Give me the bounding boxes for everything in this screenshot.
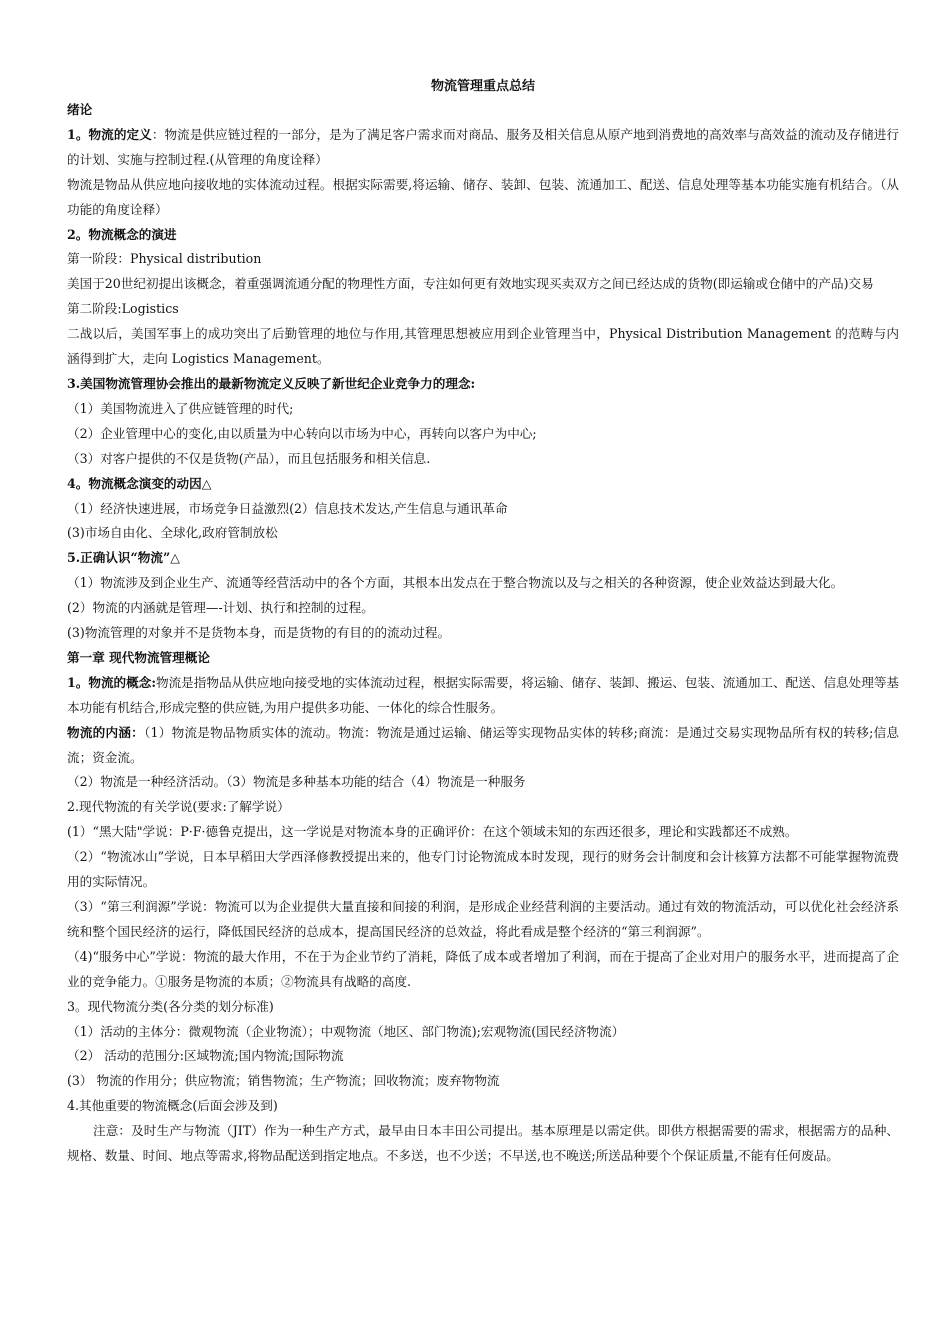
subheading: 5.正确认识“物流”△: [67, 550, 180, 566]
list-item: （4)“服务中心”学说：物流的最大作用，不在于为企业节约了消耗，降低了成本或者增加了利润，而在于提高了企业对用户的服务水平，进而提高了企业的竞争能力。①服务是物流的本质；②物流具有战略的高度.: [67, 948, 899, 989]
subheading: 2.现代物流的有关学说(要求:了解学说）: [67, 799, 290, 815]
paragraph: 第一阶段：Physical distribution: [67, 251, 262, 267]
paragraph: 第二阶段:Logistics: [67, 301, 179, 317]
list-item: （2） 活动的范围分:区域物流;国内物流;国际物流: [67, 1048, 344, 1064]
list-item: (3)物流管理的对象并不是货物本身，而是货物的有目的的流动过程。: [67, 625, 451, 641]
paragraph: 物流是物品从供应地向接收地的实体流动过程。根据实际需要,将运输、储存、装卸、包装、流通加工、配送、信息处理等基本功能实施有机结合。（从功能的角度诠释）: [67, 176, 899, 217]
section-heading-chapter1: 第一章 现代物流管理概论: [67, 649, 210, 665]
paragraph-concept: [67, 671, 899, 721]
paragraph-connotation: [67, 721, 899, 771]
paragraph-definition: [67, 123, 899, 173]
list-item: （3）对客户提供的不仅是货物(产品），而且包括服务和相关信息.: [67, 450, 431, 466]
list-item: (3） 物流的作用分；供应物流；销售物流；生产物流；回收物流；废弃物物流: [67, 1073, 500, 1089]
subheading: 4.其他重要的物流概念(后面会涉及到): [67, 1098, 278, 1114]
term-text: 物流是指物品从供应地向接受地的实体流动过程，根据实际需要，将运输、储存、装卸、搬运、包装、流通加工、配送、信息处理等基本功能有机结合,形成完整的供应链,为用户提供多功能、一体化的综合性服务。: [67, 674, 900, 715]
list-item: （3）“第三利润源”学说：物流可以为企业提供大量直接和间接的利润，是形成企业经营利润的主要活动。通过有效的物流活动，可以优化社会经济系统和整个国民经济的运行，降低国民经济的总成本，提高国民经济的总效益，将此看成是整个经济的“第三利润源”。: [67, 899, 899, 939]
list-item: (2）物流的内涵就是管理—-计划、执行和控制的过程。: [67, 600, 374, 616]
subheading: 3.美国物流管理协会推出的最新物流定义反映了新世纪企业竞争力的理念:: [67, 375, 476, 391]
list-item: (1）“黑大陆"学说：P·F·德鲁克提出，这一学说是对物流本身的正确评价：在这个领域未知的东西还很多，理论和实践都还不成熟。: [67, 824, 798, 840]
paragraph: 美国于20世纪初提出该概念，着重强调流通分配的物理性方面，专注如何更有效地实现买卖双方之间已经达成的货物(即运输或仓储中的产品)交易: [67, 276, 874, 292]
list-item: （2）企业管理中心的变化,由以质量为中心转向以市场为中心，再转向以客户为中心;: [67, 425, 537, 441]
subheading: 4。物流概念演变的动因△: [67, 475, 212, 491]
term-text: ：物流是供应链过程的一部分，是为了满足客户需求而对商品、服务及相关信息从原产地到消费地的高效率与高效益的流动及存储进行的计划、实施与控制过程.(从管理的角度诠释）: [67, 126, 900, 167]
paragraph-jit: 注意：及时生产与物流（JIT）作为一种生产方式，最早由日本丰田公司提出。基本原理是以需定供。即供方根据需要的需求，根据需方的品种、规格、数量、时间、地点等需求,将物品配送到指定地点。不多送，也不少送；不早送,也不晚送;所送品种要个个保证质量,不能有任何废品。: [67, 1123, 899, 1164]
list-item: （2）“物流冰山”学说，日本早稻田大学西泽修教授提出来的，他专门讨论物流成本时发现，现行的财务会计制度和会计核算方法都不可能掌握物流费用的实际情况。: [67, 849, 899, 890]
subheading: 3。现代物流分类(各分类的划分标准): [67, 998, 274, 1014]
term-label: 1。物流的概念:: [67, 674, 156, 690]
subheading: 2。物流概念的演进: [67, 226, 177, 242]
paragraph: 二战以后，美国军事上的成功突出了后勤管理的地位与作用,其管理思想被应用到企业管理当中，Physical Distribution Management 的范畴与内涵得到扩大，走向 Logistics Management。: [67, 326, 899, 367]
section-heading-intro: 绪论: [67, 102, 93, 117]
list-item: （1）物流涉及到企业生产、流通等经营活动中的各个方面，其根本出发点在于整合物流以及与之相关的各种资源，使企业效益达到最大化。: [67, 575, 844, 591]
document-page: [67, 76, 899, 1169]
paragraph: （2）物流是一种经济活动。（3）物流是多种基本功能的结合（4）物流是一种服务: [67, 774, 526, 790]
term-text: （1）物流是物品物质实体的流动。物流：物流是通过运输、储运等实现物品实体的转移;商流：是通过交易实现物品所有权的转移;信息流；资金流。: [67, 724, 899, 765]
document-title: 物流管理重点总结: [430, 79, 535, 94]
list-item: （1）活动的主体分：微观物流（企业物流）；中观物流（地区、部门物流);宏观物流(国民经济物流）: [67, 1023, 625, 1039]
list-item: （1）经济快速进展，市场竞争日益激烈(2）信息技术发达,产生信息与通讯革命: [67, 500, 508, 516]
list-item: (3)市场自由化、全球化,政府管制放松: [67, 525, 278, 541]
list-item: （1）美国物流进入了供应链管理的时代;: [67, 400, 294, 416]
term-label: 1。物流的定义: [67, 126, 152, 142]
term-label: 物流的内涵：: [67, 724, 144, 740]
